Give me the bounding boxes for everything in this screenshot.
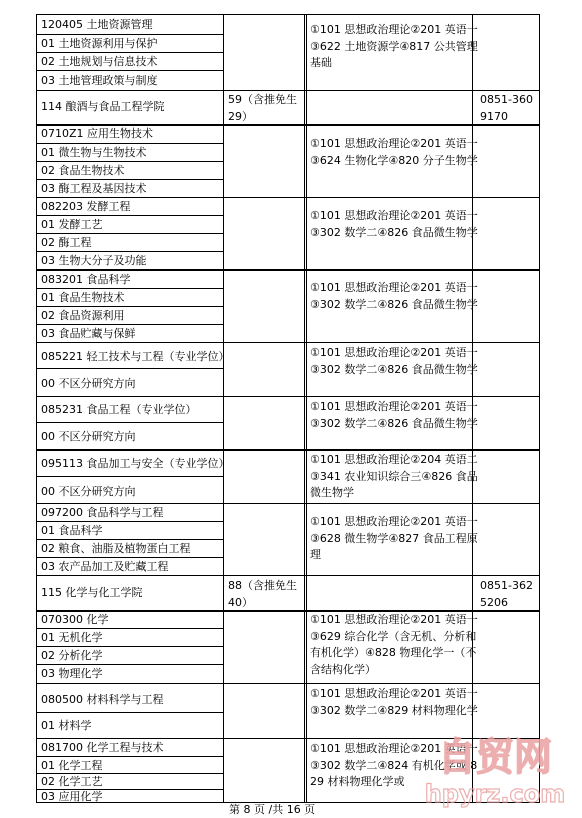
exam-subjects: ①101 思想政治理论②201 英语一③302 数学二④826 食品微生物学	[310, 400, 478, 430]
row-divider	[37, 422, 223, 423]
college-phone: 0851-3625206	[480, 579, 533, 609]
exam-subjects: ①101 思想政治理论②201 英语一③302 数学二④824 有机化学或 829 材料物理化学或	[310, 742, 478, 788]
college-quota: 59（含推免生 29）	[228, 93, 297, 123]
college-name: 114 酿酒与食品工程学院	[41, 100, 165, 113]
row-divider	[37, 324, 223, 325]
research-direction: 02 粮食、油脂及植物蛋白工程	[41, 542, 191, 555]
page-number: 第 8 页 /共 16 页	[229, 803, 316, 816]
research-direction: 00 不区分研究方向	[41, 430, 136, 443]
exam-subjects: ①101 思想政治理论②204 英语二③341 农业知识综合三④826 食品微生物学	[310, 453, 478, 499]
research-direction: 01 无机化学	[41, 631, 103, 644]
row-divider	[37, 179, 223, 180]
major-code-name: 085231 食品工程（专业学位）	[41, 403, 197, 416]
row-divider	[36, 575, 540, 576]
exam-subjects: ①101 思想政治理论②201 英语一③302 数学二④826 食品微生物学	[310, 346, 478, 376]
row-divider	[37, 557, 223, 558]
research-direction: 02 化学工艺	[41, 775, 103, 788]
research-direction: 03 农产品加工及贮藏工程	[41, 560, 169, 573]
major-code-name: 081700 化学工程与技术	[41, 741, 164, 754]
row-divider	[36, 342, 540, 343]
row-divider	[37, 215, 223, 216]
exam-subjects: ①101 思想政治理论②201 英语一③622 土地资源学④817 公共管理基础	[310, 23, 478, 69]
research-direction: 01 材料学	[41, 719, 92, 732]
exam-subjects: ①101 思想政治理论②201 英语一③302 数学二④829 材料物理化学	[310, 687, 478, 717]
research-direction: 03 物理化学	[41, 667, 103, 680]
major-code-name: 082203 发酵工程	[41, 200, 131, 213]
research-direction: 02 土地规划与信息技术	[41, 55, 158, 68]
college-quota: 88（含推免生 40）	[228, 579, 297, 609]
research-direction: 02 酶工程	[41, 236, 92, 249]
major-code-name: 085221 轻工技术与工程（专业学位）	[41, 350, 230, 363]
watermark-logo	[410, 728, 580, 808]
row-divider	[36, 269, 540, 271]
research-direction: 01 微生物与生物技术	[41, 146, 147, 159]
research-direction: 01 发酵工艺	[41, 218, 103, 231]
row-divider	[37, 368, 223, 369]
row-divider	[37, 251, 223, 252]
row-divider	[36, 197, 540, 198]
college-phone: 0851-3609170	[480, 93, 533, 123]
row-divider	[37, 143, 223, 144]
exam-subjects: ①101 思想政治理论②201 英语一③624 生物化学④820 分子生物学	[310, 137, 478, 167]
row-divider	[37, 233, 223, 234]
row-divider	[37, 628, 223, 629]
row-divider	[36, 14, 540, 15]
major-code-name: 080500 材料科学与工程	[41, 693, 164, 706]
major-code-name: 097200 食品科学与工程	[41, 506, 164, 519]
research-direction: 03 土地管理政策与制度	[41, 74, 158, 87]
research-direction: 01 土地资源利用与保护	[41, 37, 158, 50]
row-divider	[36, 449, 540, 451]
research-direction: 02 食品资源利用	[41, 309, 125, 322]
major-code-name: 095113 食品加工与安全（专业学位）	[41, 457, 230, 470]
row-divider	[37, 161, 223, 162]
exam-subjects: ①101 思想政治理论②201 英语一③302 数学二④826 食品微生物学	[310, 281, 478, 311]
row-divider	[37, 664, 223, 665]
watermark-logo-text: 自贸网	[437, 735, 553, 779]
row-divider	[37, 476, 223, 477]
row-divider	[37, 773, 223, 774]
major-code-name: 0710Z1 应用生物技术	[41, 127, 154, 140]
row-divider	[37, 646, 223, 647]
row-divider	[37, 306, 223, 307]
research-direction: 03 应用化学	[41, 790, 103, 803]
exam-subjects: ①101 思想政治理论②201 英语一③629 综合化学（含无机、分析和有机化学）④828 物理化学一（不含结构化学）	[310, 613, 478, 676]
exam-subjects: ①101 思想政治理论②201 英语一③302 数学二④826 食品微生物学	[310, 209, 478, 239]
research-direction: 01 食品生物技术	[41, 291, 125, 304]
research-direction: 01 食品科学	[41, 524, 103, 537]
row-divider	[36, 90, 540, 91]
major-code-name: 070300 化学	[41, 613, 109, 626]
row-divider	[37, 52, 223, 53]
college-name: 115 化学与化工学院	[41, 586, 143, 599]
research-direction: 02 分析化学	[41, 649, 103, 662]
row-divider	[36, 683, 540, 684]
row-divider	[37, 288, 223, 289]
research-direction: 01 化学工程	[41, 759, 103, 772]
row-divider	[36, 396, 540, 397]
research-direction: 03 酶工程及基因技术	[41, 182, 147, 195]
row-divider	[37, 70, 223, 71]
row-divider	[37, 34, 223, 35]
row-divider	[37, 712, 223, 713]
research-direction: 00 不区分研究方向	[41, 485, 136, 498]
row-divider	[36, 503, 540, 504]
research-direction: 03 食品贮藏与保鲜	[41, 327, 136, 340]
exam-subjects: ①101 思想政治理论②201 英语一③628 微生物学④827 食品工程原理	[310, 515, 478, 561]
watermark-url-text: hpyrz.com	[424, 780, 566, 808]
research-direction: 03 生物大分子及功能	[41, 254, 147, 267]
research-direction: 00 不区分研究方向	[41, 377, 136, 390]
major-code-name: 120405 土地资源管理	[41, 18, 153, 31]
row-divider	[37, 539, 223, 540]
row-divider	[37, 756, 223, 757]
row-divider	[37, 521, 223, 522]
major-code-name: 083201 食品科学	[41, 273, 131, 286]
research-direction: 02 食品生物技术	[41, 164, 125, 177]
